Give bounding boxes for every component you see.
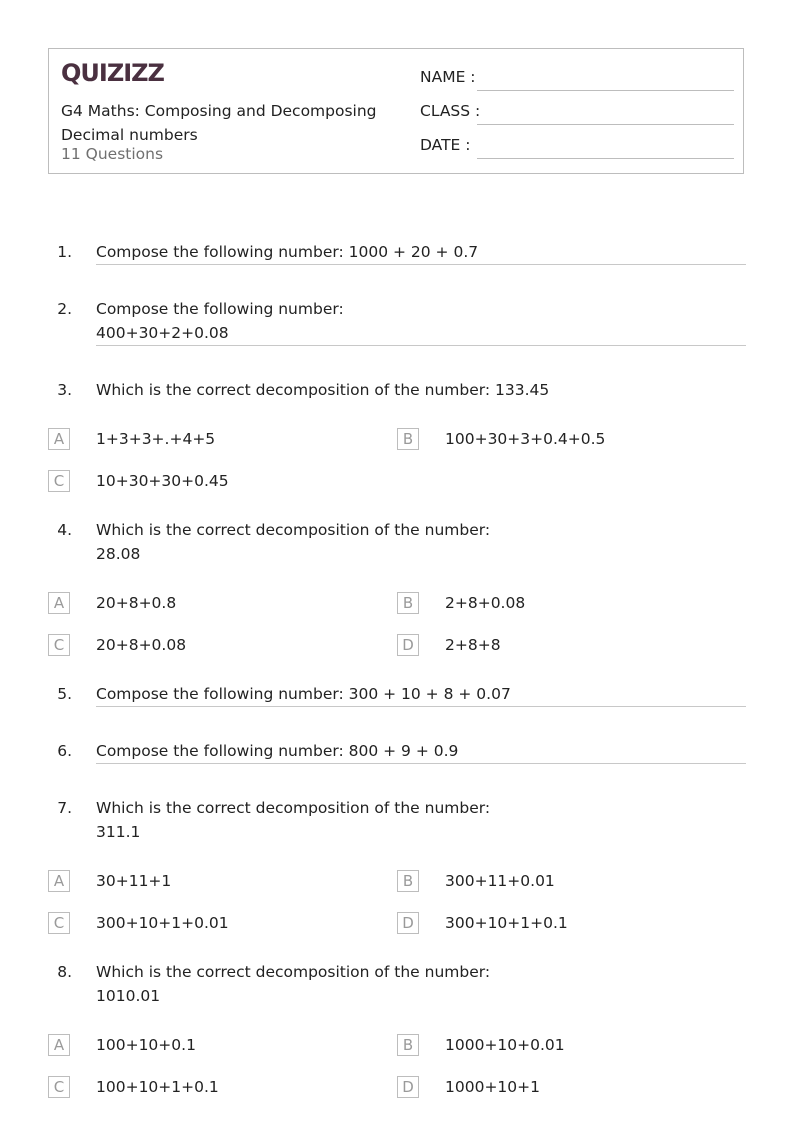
class-line[interactable] [477,124,734,125]
quizizz-logo [61,59,164,87]
question-number: 4. [57,521,72,539]
question-number: 6. [57,742,72,760]
option-letter-box[interactable]: A [48,1034,70,1056]
name-field[interactable] [420,68,734,90]
question-text-line2: 1010.01 [96,987,161,1005]
option-text: 20+8+0.8 [96,594,177,612]
answer-line[interactable] [96,706,746,707]
name-line[interactable] [477,90,734,91]
option-letter-box[interactable]: C [48,634,70,656]
option-text: 100+10+1+0.1 [96,1078,219,1096]
option-letter-box[interactable]: A [48,592,70,614]
option-letter-box[interactable]: B [397,870,419,892]
option-letter-box[interactable]: C [48,1076,70,1098]
worksheet-title: G4 Maths: Composing and Decomposing Decimal numbers [61,102,377,144]
class-label: CLASS : [420,102,481,120]
question-text-line2: 400+30+2+0.08 [96,324,229,342]
name-label: NAME : [420,68,476,86]
option-text: 100+30+3+0.4+0.5 [445,430,606,448]
date-line[interactable] [477,158,734,159]
option-letter-box[interactable]: D [397,634,419,656]
date-label: DATE : [420,136,471,154]
option-text: 100+10+0.1 [96,1036,196,1054]
option-letter-box[interactable]: C [48,912,70,934]
answer-line[interactable] [96,345,746,346]
question-number: 5. [57,685,72,703]
option-letter-box[interactable]: B [397,428,419,450]
option-text: 300+10+1+0.1 [445,914,568,932]
question-text-line2: 311.1 [96,823,141,841]
option-text: 2+8+8 [445,636,501,654]
question-text: Which is the correct decomposition of the number: [96,799,491,817]
option-text: 2+8+0.08 [445,594,526,612]
option-text: 300+10+1+0.01 [96,914,229,932]
option-letter-box[interactable]: B [397,1034,419,1056]
option-text: 1+3+3+.+4+5 [96,430,216,448]
option-letter-box[interactable]: A [48,428,70,450]
question-number: 3. [57,381,72,399]
question-count: 11 Questions [61,145,164,163]
option-letter-box[interactable]: C [48,470,70,492]
answer-line[interactable] [96,763,746,764]
question-text: Which is the correct decomposition of the number: [96,521,491,539]
question-number: 7. [57,799,72,817]
option-text: 1000+10+0.01 [445,1036,565,1054]
option-text: 1000+10+1 [445,1078,541,1096]
date-field[interactable] [420,136,734,158]
option-letter-box[interactable]: B [397,592,419,614]
question-text: Compose the following number: 1000 + 20 + 0.7 [96,243,479,261]
question-text: Compose the following number: [96,300,344,318]
svg-text:QUIZIZZ: QUIZIZZ [61,59,164,87]
question-text: Which is the correct decomposition of the number: 133.45 [96,381,550,399]
question-text: Compose the following number: 800 + 9 + 0.9 [96,742,459,760]
question-text: Which is the correct decomposition of the number: [96,963,491,981]
option-letter-box[interactable]: D [397,1076,419,1098]
question-text: Compose the following number: 300 + 10 + 8 + 0.07 [96,685,511,703]
question-number: 1. [57,243,72,261]
question-number: 2. [57,300,72,318]
option-letter-box[interactable]: D [397,912,419,934]
option-text: 20+8+0.08 [96,636,187,654]
worksheet-header [48,48,744,174]
question-text-line2: 28.08 [96,545,141,563]
option-text: 300+11+0.01 [445,872,555,890]
class-field[interactable] [420,102,734,124]
question-number: 8. [57,963,72,981]
option-text: 10+30+30+0.45 [96,472,229,490]
answer-line[interactable] [96,264,746,265]
option-text: 30+11+1 [96,872,172,890]
option-letter-box[interactable]: A [48,870,70,892]
